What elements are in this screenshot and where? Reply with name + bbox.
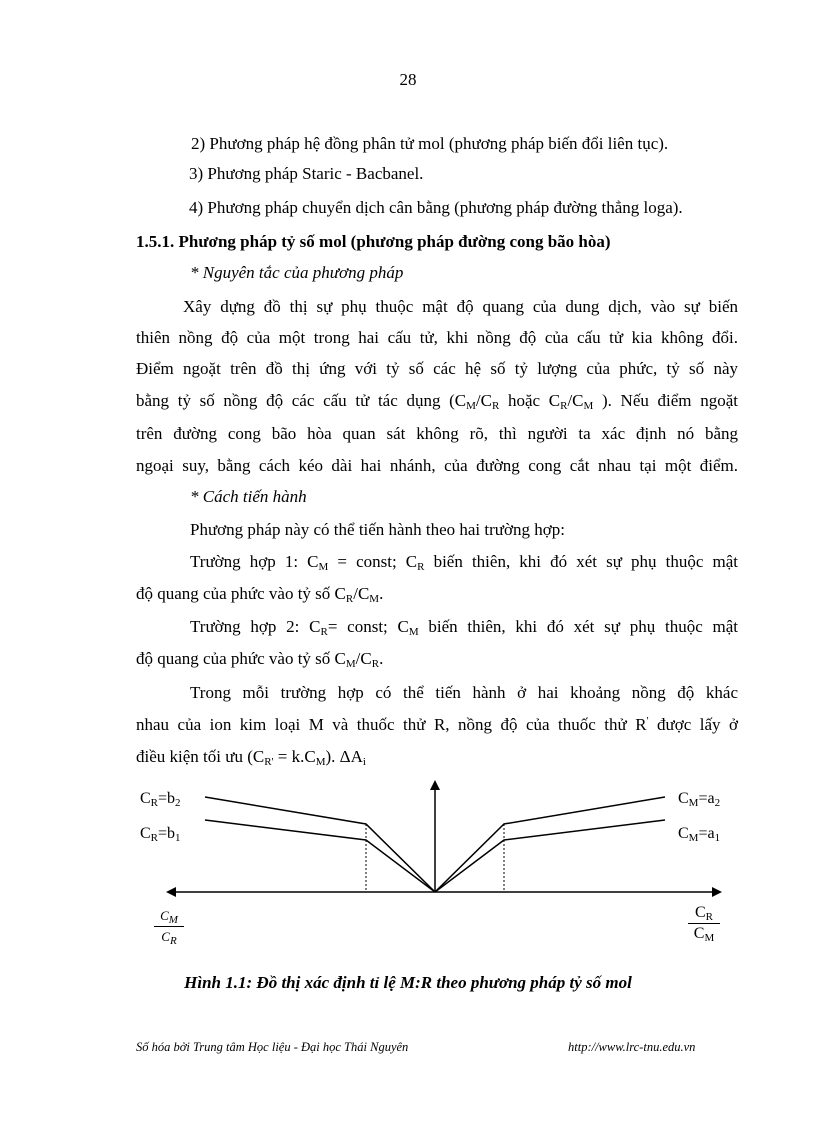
series-line-cr-b1 <box>205 820 435 892</box>
chart-svg <box>130 776 730 966</box>
series-line-cm-a1 <box>435 820 665 892</box>
figure-caption: Hình 1.1: Đồ thị xác định tỉ lệ M:R theo phương pháp tỷ số mol <box>184 973 632 992</box>
paragraph-line: ngoại suy, bằng cách kéo dài hai nhánh, của đường cong cắt nhau tại một điểm. <box>136 456 738 475</box>
paragraph-line: điều kiện tối ưu $(C_{R'} = k.C_M)$. $\Delta A_i$ <box>136 747 366 768</box>
paragraph-line: Điểm ngoặt trên đồ thị ứng với tỷ số các hệ số tỷ lượng của phức, tỷ số này <box>136 359 738 378</box>
section-heading: 1.5.1. Phương pháp tỷ số mol (phương pháp đường cong bão hòa) <box>136 232 611 251</box>
paragraph-line: trên đường cong bão hòa quan sát không rõ, thì người ta xác định nó bằng <box>136 424 738 443</box>
paragraph-line: nhau của ion kim loại M và thuốc thử R, nồng độ của thuốc thử R' được lấy ở <box>136 715 738 734</box>
list-item: 3) Phương pháp Staric - Bacbanel. <box>189 164 424 183</box>
legend-label-cr-b2: $C_R=b_2$ <box>140 790 181 809</box>
series-line-cm-a2 <box>435 797 665 892</box>
paragraph-line: Xây dựng đồ thị sự phụ thuộc mật độ quang của dung dịch, vào sự biến <box>183 297 738 316</box>
x-axis-label-right: $C_R$ $C_M$ <box>688 904 720 943</box>
case-2-line: độ quang của phức vào tỷ số $C_M/C_R$. <box>136 649 384 670</box>
case-2-line: Trường hợp 2: $C_R=$ const; $C_M$ biến thiên, khi đó xét sự phụ thuộc mật <box>190 617 739 638</box>
x-axis-label-left: $C_M$ $C_R$ <box>154 907 184 946</box>
list-item: 4) Phương pháp chuyển dịch cân bằng (phương pháp đường thẳng loga). <box>189 198 683 217</box>
principle-heading: * Nguyên tắc của phương pháp <box>190 263 404 282</box>
procedure-heading: * Cách tiến hành <box>190 487 307 506</box>
page-number: 28 <box>399 70 417 89</box>
list-item: 2) Phương pháp hệ đồng phân tử mol (phương pháp biến đổi liên tục). <box>191 134 669 153</box>
case-1-line: Trường hợp 1: $C_M$ = const; $C_R$ biến thiên, khi đó xét sự phụ thuộc mật <box>190 552 738 573</box>
procedure-intro: Phương pháp này có thể tiến hành theo hai trường hợp: <box>190 520 565 539</box>
legend-label-cm-a1: $C_M=a_1$ <box>678 825 721 844</box>
paragraph-line: bằng tỷ số nồng độ các cấu tử tác dụng ($C_M/C_R$ hoặc $C_R/C_M$ ). Nếu điểm ngoặt <box>136 391 738 412</box>
legend-label-cr-b1: $C_R=b_1$ <box>140 825 181 844</box>
paragraph-line: Trong mỗi trường hợp có thể tiến hành ở hai khoảng nồng độ khác <box>190 683 738 702</box>
saturation-curve-chart <box>130 776 730 966</box>
paragraph-line: thiên nồng độ của một trong hai cấu tử, khi nồng độ của cấu tử kia không đổi. <box>136 328 738 347</box>
legend-label-cm-a2: $C_M=a_2$ <box>678 790 721 809</box>
case-1-line: độ quang của phức vào tỷ số $C_R/C_M$. <box>136 584 384 605</box>
footer-url: http://www.lrc-tnu.edu.vn <box>568 1040 696 1054</box>
footer-source: Số hóa bởi Trung tâm Học liệu - Đại học Thái Nguyên <box>136 1040 409 1054</box>
series-line-cr-b2 <box>205 797 435 892</box>
